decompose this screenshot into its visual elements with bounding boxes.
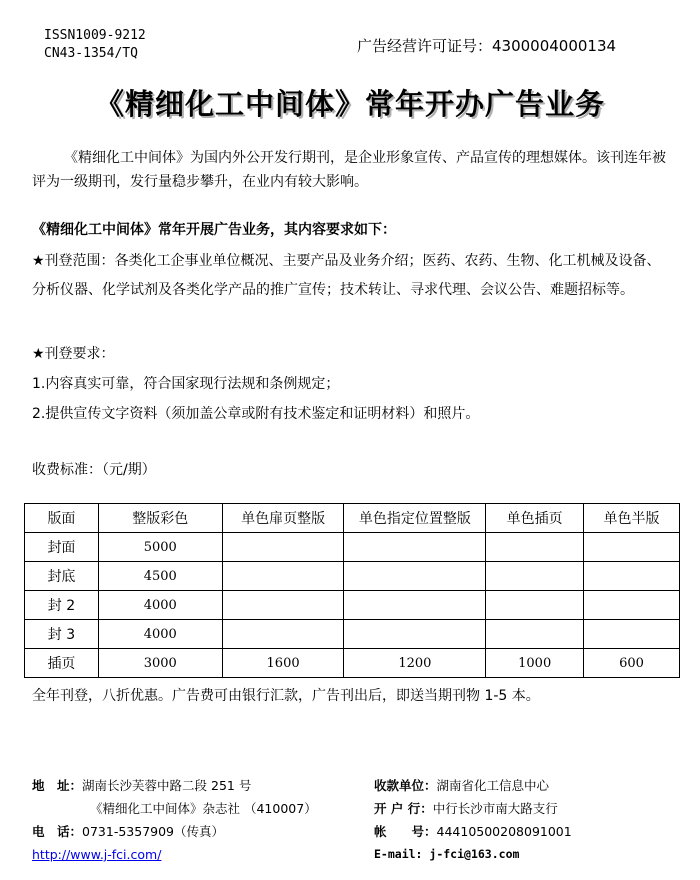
table-cell	[344, 591, 486, 620]
requirements-heading: ★刊登要求：	[32, 346, 115, 362]
table-cell	[222, 562, 344, 591]
account-label: 帐 号：	[374, 824, 437, 839]
table-cell: 封底	[25, 562, 99, 591]
table-cell	[584, 533, 680, 562]
table-row	[25, 562, 680, 591]
table-header-cell: 单色指定位置整版	[344, 504, 486, 533]
table-header-cell: 单色半版	[584, 504, 680, 533]
table-cell: 600	[584, 649, 680, 678]
table-header-cell: 单色扉页整版	[222, 504, 344, 533]
table-cell: 插页	[25, 649, 99, 678]
table-cell	[222, 591, 344, 620]
requirement-item-2: 2.提供宣传文字资料（须加盖公章或附有技术鉴定和证明材料）和照片。	[32, 406, 480, 422]
section-heading: 《精细化工中间体》常年开展广告业务，其内容要求如下：	[32, 222, 396, 238]
address-line-2: 《精细化工中间体》杂志社 （410007）	[90, 801, 317, 816]
table-cell: 1200	[344, 649, 486, 678]
table-header-cell: 单色插页	[486, 504, 584, 533]
table-row	[25, 533, 680, 562]
intro-paragraph: 《精细化工中间体》为国内外公开发行期刊，是企业形象宣传、产品宣传的理想媒体。该刊连年被评为一级期刊，发行量稳步攀升，在业内有较大影响。	[32, 150, 666, 190]
table-cell: 封 3	[25, 620, 99, 649]
table-cell	[222, 620, 344, 649]
rate-table	[24, 503, 680, 678]
issn-number: ISSN1009-9212	[44, 28, 146, 43]
email-label: E-mail:	[374, 847, 423, 861]
phone-number: 0731-5357909（传真）	[82, 824, 225, 839]
ad-license-number: 广告经营许可证号：4300004000134	[357, 37, 617, 55]
fee-label: 收费标准：（元/期）	[32, 462, 156, 478]
table-cell	[584, 562, 680, 591]
table-cell: 1000	[486, 649, 584, 678]
table-cell	[344, 620, 486, 649]
website-link[interactable]: http://www.j-fci.com/	[32, 847, 162, 862]
table-cell: 4500	[98, 562, 222, 591]
table-cell: 4000	[98, 620, 222, 649]
footer-contact	[32, 774, 317, 866]
table-cell	[486, 620, 584, 649]
publication-scope: ★刊登范围：各类化工企事业单位概况、主要产品及业务介绍；医药、农药、生物、化工机械及设备、分析仪器、化学试剂及各类化学产品的推广宣传；技术转让、寻求代理、会议公告、难题招标等。	[32, 253, 661, 298]
table-cell	[584, 591, 680, 620]
table-cell	[344, 562, 486, 591]
table-header-cell: 版面	[25, 504, 99, 533]
table-header-cell: 整版彩色	[98, 504, 222, 533]
payee-name: 湖南省化工信息中心	[436, 778, 550, 793]
table-row	[25, 620, 680, 649]
footer-payment	[374, 774, 572, 866]
page-title: 《精细化工中间体》常年开办广告业务	[94, 87, 605, 121]
phone-label: 电 话：	[32, 824, 83, 839]
table-header-row	[25, 504, 680, 533]
address-line-1: 湖南长沙芙蓉中路二段 251 号	[82, 778, 252, 793]
requirement-item-1: 1.内容真实可靠，符合国家现行法规和条例规定；	[32, 376, 340, 392]
address-label: 地 址：	[32, 778, 83, 793]
table-row	[25, 591, 680, 620]
table-cell: 5000	[98, 533, 222, 562]
table-cell: 3000	[98, 649, 222, 678]
discount-note: 全年刊登，八折优惠。广告费可由银行汇款，广告刊出后，即送当期刊物 1-5 本。	[32, 688, 540, 704]
payee-label: 收款单位：	[374, 778, 437, 793]
table-cell	[222, 533, 344, 562]
issn-block	[44, 27, 146, 63]
table-cell: 封 2	[25, 591, 99, 620]
bank-label: 开 户 行：	[374, 801, 433, 816]
table-cell: 封面	[25, 533, 99, 562]
table-cell	[486, 533, 584, 562]
cn-number: CN43-1354/TQ	[44, 46, 138, 61]
table-cell	[584, 620, 680, 649]
table-cell	[486, 562, 584, 591]
table-cell: 1600	[222, 649, 344, 678]
account-number: 44410500208091001	[436, 824, 572, 839]
table-row	[25, 649, 680, 678]
bank-name: 中行长沙市南大路支行	[432, 801, 558, 816]
email-address[interactable]: j-fci@163.com	[429, 847, 520, 861]
table-cell	[486, 591, 584, 620]
table-cell: 4000	[98, 591, 222, 620]
table-cell	[344, 533, 486, 562]
